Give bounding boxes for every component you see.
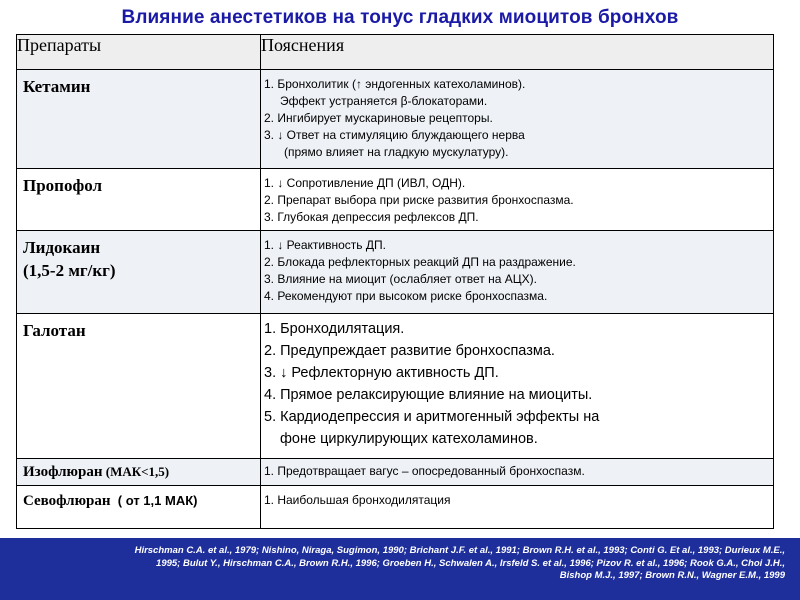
table-row [17,70,774,169]
drug-name [17,486,260,511]
note-line: 2. Препарат выбора при риске развития бронхоспазма. [264,193,574,208]
note-line: 3. Влияние на миоцит (ослабляет ответ на АЦХ). [264,272,537,287]
note-line: Эффект устраняется β-блокаторами. [280,94,488,109]
slide-title: Влияние анестетиков на тонус гладких миоцитов бронхов [121,7,679,28]
table-row [17,313,774,458]
table-row [17,231,774,313]
header-drugs: Препараты [17,35,261,70]
notes-list [261,486,773,509]
notes-list [261,459,773,480]
drug-cell [17,313,261,458]
notes-cell [261,231,774,313]
notes-cell [261,70,774,169]
note-line: 2. Предупреждает развитие бронхоспазма. [264,342,555,359]
notes-list [261,70,773,161]
note-line: 1. ↓ Сопротивление ДП (ИВЛ, ОДН). [264,176,466,191]
note-line: (прямо влияет на гладкую мускулатуру). [284,145,509,160]
note-line: фоне циркулирующих катехоламинов. [280,430,538,447]
notes-cell [261,313,774,458]
drug-name-line: Севофлюран [23,492,111,509]
note-line: 4. Рекомендуют при высоком риске бронхоспазма. [264,289,548,304]
reference-line: Bishop M.J., 1997; Brown R.N., Wagner E.M., 1999 [559,570,785,581]
drug-name [17,231,260,282]
note-line: 1. Бронхолитик (↑ эндогенных катехоламинов). [264,77,526,92]
drug-name [17,314,260,342]
notes-list [261,169,773,226]
drug-cell [17,485,261,528]
note-line: 2. Блокада рефлекторных реакций ДП на раздражение. [264,255,576,270]
table-row [17,169,774,231]
drug-name-line: Лидокаин [23,238,101,258]
drug-name-line: Пропофол [23,176,103,196]
note-line: 3. Глубокая депрессия рефлексов ДП. [264,210,479,225]
note-line: 5. Кардиодепрессия и аритмогенный эффекты на [264,408,600,425]
drug-dose-line: (1,5-2 мг/кг) [23,261,116,281]
notes-cell [261,485,774,528]
note-line: 1. Наибольшая бронходилятация [264,492,451,507]
anesthetics-table [16,34,774,529]
note-line: 3. ↓ Ответ на стимуляцию блуждающего нерва [264,128,525,143]
drug-cell [17,70,261,169]
drug-name [17,70,260,98]
drug-name [17,169,260,197]
note-line: 4. Прямое релаксирующие влияние на миоциты. [264,386,593,403]
notes-cell [261,169,774,231]
drug-cell [17,169,261,231]
note-line: 1. ↓ Реактивность ДП. [264,238,386,253]
references-footer [0,538,800,600]
table-header-row [17,35,774,70]
drug-cell [17,458,261,485]
note-line: 2. Ингибирует мускариновые рецепторы. [264,111,493,126]
drug-cell [17,231,261,313]
note-line: 1. Предотвращает вагус – опосредованный бронхоспазм. [264,463,585,478]
drug-mac-note: ( от 1,1 МАК) [110,492,198,508]
table-row [17,458,774,485]
header-notes: Пояснения [261,35,774,70]
table-row [17,485,774,528]
notes-cell [261,458,774,485]
drug-name-line: Галотан [23,320,86,340]
reference-line: Hirschman C.A. et al., 1979; Nishino, Niraga, Sugimon, 1990; Brichant J.F. et al., 1991; Brown R.H. et al., 1993; Conti G. Et al., 1993; Durieux M.E., [134,545,785,556]
drug-name-line: Кетамин [23,77,91,97]
drug-name-line: Изофлюран [23,463,103,480]
drug-mac-note: (МАК<1,5) [102,463,170,479]
note-line: 3. ↓ Рефлекторную активность ДП. [264,364,499,381]
note-line: 1. Бронходилятация. [264,320,405,337]
reference-line: 1995; Bulut Y., Hirschman C.A., Brown R.H., 1996; Groeben H., Schwalen A., Irsfeld S. et al., 1996; Pizov R. et al., 1996; Rook G.A., Choi J.H., [156,557,785,569]
notes-list [261,314,773,450]
notes-list [261,231,773,305]
drug-name [17,459,260,482]
